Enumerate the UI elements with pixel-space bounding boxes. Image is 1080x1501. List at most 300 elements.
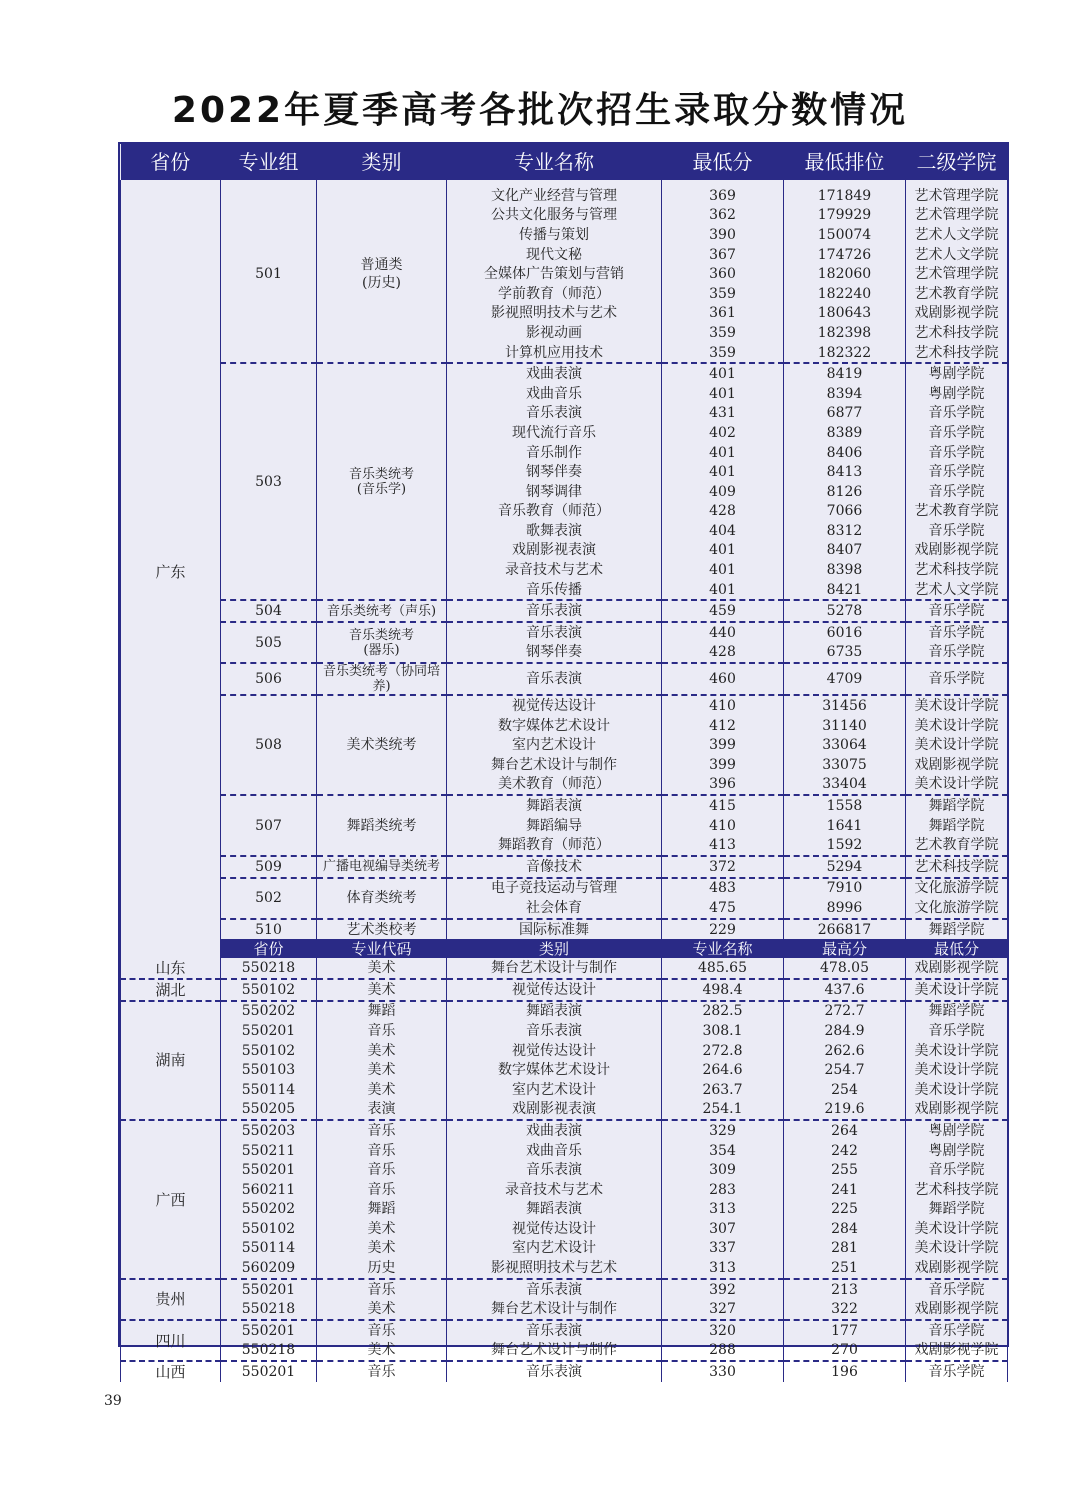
major-name-cell: 舞台艺术设计与制作: [447, 1299, 662, 1320]
major-name-cell: 舞台艺术设计与制作: [447, 958, 662, 979]
major-name-cell: 视觉传达设计: [447, 1219, 662, 1239]
major-name-cell: 戏曲表演: [447, 1120, 662, 1141]
min-rank-cell: 31456: [784, 695, 906, 716]
major-name-cell: 电子竞技运动与管理: [447, 878, 662, 899]
min-rank-cell: 33075: [784, 755, 906, 775]
major-name-cell: 歌舞表演: [447, 521, 662, 541]
college-cell: 音乐学院: [906, 462, 1008, 482]
major-code-cell: 550205: [221, 1100, 317, 1121]
category-cell: 美术: [317, 979, 447, 1001]
category-cell: 音乐: [317, 1279, 447, 1300]
college-cell: 美术设计学院: [906, 1080, 1008, 1100]
min-rank-cell: 182398: [784, 323, 906, 343]
table-row: [121, 1361, 1008, 1382]
min-score-cell: 281: [784, 1239, 906, 1259]
major-name-cell: 室内艺术设计: [447, 735, 662, 755]
max-score-cell: 354: [662, 1141, 784, 1161]
major-name-cell: 影视照明技术与艺术: [447, 1258, 662, 1279]
column-header: 最低分: [662, 144, 784, 180]
min-rank-cell: 8419: [784, 363, 906, 384]
major-name-cell: 舞台艺术设计与制作: [447, 1341, 662, 1362]
category-cell: 舞蹈: [317, 1200, 447, 1220]
major-name-cell: 视觉传达设计: [447, 1041, 662, 1061]
min-score-cell: 410: [662, 816, 784, 836]
table-row: [121, 600, 1008, 622]
min-rank-cell: 6016: [784, 622, 906, 643]
min-score-cell: 254: [784, 1080, 906, 1100]
min-score-cell: 270: [784, 1341, 906, 1362]
min-score-cell: 361: [662, 304, 784, 324]
max-score-cell: 337: [662, 1239, 784, 1259]
category-cell: 美术: [317, 1041, 447, 1061]
category-cell: 音乐: [317, 1180, 447, 1200]
college-cell: 艺术科技学院: [906, 560, 1008, 580]
score-table: [120, 144, 1008, 1382]
category-cell: 音乐: [317, 1320, 447, 1341]
min-rank-cell: 179929: [784, 206, 906, 226]
column-header: 二级学院: [906, 144, 1008, 180]
category-cell: 美术: [317, 1219, 447, 1239]
province-cell: 广东: [121, 186, 221, 958]
min-score-cell: 409: [662, 482, 784, 502]
min-score-cell: 213: [784, 1279, 906, 1300]
college-cell: 音乐学院: [906, 423, 1008, 443]
category-cell: 体育类统考: [317, 878, 447, 919]
category-cell: 美术: [317, 1239, 447, 1259]
min-score-cell: 459: [662, 600, 784, 622]
group-code-cell: 505: [221, 622, 317, 663]
group-code-cell: 506: [221, 663, 317, 695]
college-cell: 美术设计学院: [906, 775, 1008, 796]
category-cell: 音乐: [317, 1361, 447, 1382]
major-code-cell: 550103: [221, 1060, 317, 1080]
min-rank-cell: 6735: [784, 643, 906, 664]
major-code-cell: 560209: [221, 1258, 317, 1279]
min-rank-cell: 8407: [784, 541, 906, 561]
major-name-cell: 戏剧影视表演: [447, 541, 662, 561]
min-score-cell: 242: [784, 1141, 906, 1161]
college-cell: 戏剧影视学院: [906, 1341, 1008, 1362]
max-score-cell: 282.5: [662, 1001, 784, 1022]
college-cell: 戏剧影视学院: [906, 755, 1008, 775]
column-header: 类别: [317, 144, 447, 180]
min-score-cell: 460: [662, 663, 784, 695]
table-row: [121, 795, 1008, 816]
max-score-cell: 392: [662, 1279, 784, 1300]
major-name-cell: 文化产业经营与管理: [447, 186, 662, 206]
college-cell: 音乐学院: [906, 600, 1008, 622]
min-rank-cell: 182060: [784, 264, 906, 284]
major-name-cell: 舞蹈表演: [447, 795, 662, 816]
category-cell: 音乐: [317, 1021, 447, 1041]
max-score-cell: 263.7: [662, 1080, 784, 1100]
min-score-cell: 196: [784, 1361, 906, 1382]
max-score-cell: 498.4: [662, 979, 784, 1001]
major-code-cell: 550102: [221, 1041, 317, 1061]
category-cell: 舞蹈: [317, 1001, 447, 1022]
min-score-cell: 369: [662, 186, 784, 206]
major-name-cell: 影视照明技术与艺术: [447, 304, 662, 324]
table-row: [121, 1141, 1008, 1161]
table-row: [121, 1299, 1008, 1320]
college-cell: 艺术管理学院: [906, 186, 1008, 206]
category-cell: 普通类 (历史): [317, 186, 447, 363]
min-rank-cell: 7066: [784, 502, 906, 522]
min-score-cell: 372: [662, 856, 784, 878]
major-name-cell: 室内艺术设计: [447, 1080, 662, 1100]
college-cell: 艺术管理学院: [906, 264, 1008, 284]
category-cell: 音乐: [317, 1160, 447, 1180]
major-name-cell: 录音技术与艺术: [447, 560, 662, 580]
major-name-cell: 音乐表演: [447, 663, 662, 695]
max-score-cell: 308.1: [662, 1021, 784, 1041]
table-row: [121, 1200, 1008, 1220]
min-score-cell: 399: [662, 755, 784, 775]
admission-score-table: [118, 142, 1009, 1382]
category-cell: 美术: [317, 1060, 447, 1080]
college-cell: 美术设计学院: [906, 1239, 1008, 1259]
college-cell: 美术设计学院: [906, 979, 1008, 1001]
major-name-cell: 舞蹈教育（师范）: [447, 835, 662, 856]
major-code-cell: 550202: [221, 1001, 317, 1022]
min-score-cell: 322: [784, 1299, 906, 1320]
min-score-cell: 359: [662, 284, 784, 304]
major-code-cell: 550202: [221, 1200, 317, 1220]
min-score-cell: 401: [662, 363, 784, 384]
table-row: [121, 1100, 1008, 1121]
min-score-cell: 284.9: [784, 1021, 906, 1041]
min-score-cell: 404: [662, 521, 784, 541]
min-rank-cell: 6877: [784, 404, 906, 424]
min-rank-cell: 31140: [784, 716, 906, 736]
min-rank-cell: 5294: [784, 856, 906, 878]
min-rank-cell: 8126: [784, 482, 906, 502]
province-cell: 山西: [121, 1361, 221, 1382]
major-name-cell: 钢琴伴奏: [447, 643, 662, 664]
max-score-cell: 288: [662, 1341, 784, 1362]
column-header: 专业名称: [662, 939, 784, 958]
major-name-cell: 舞台艺术设计与制作: [447, 755, 662, 775]
college-cell: 戏剧影视学院: [906, 1299, 1008, 1320]
min-score-cell: 401: [662, 541, 784, 561]
table-row: [121, 1041, 1008, 1061]
min-rank-cell: 8312: [784, 521, 906, 541]
min-score-cell: 362: [662, 206, 784, 226]
category-cell: 音乐类统考（声乐): [317, 600, 447, 622]
table-row: [121, 1080, 1008, 1100]
major-name-cell: 传播与策划: [447, 225, 662, 245]
table-row: [121, 1258, 1008, 1279]
college-cell: 粤剧学院: [906, 363, 1008, 384]
table-row: [121, 1219, 1008, 1239]
major-name-cell: 数字媒体艺术设计: [447, 716, 662, 736]
table-row: [121, 186, 1008, 206]
province-cell: 广西: [121, 1120, 221, 1279]
min-rank-cell: 8413: [784, 462, 906, 482]
college-cell: 艺术科技学院: [906, 323, 1008, 343]
page-title: 2022年夏季高考各批次招生录取分数情况: [171, 90, 909, 131]
major-name-cell: 计算机应用技术: [447, 343, 662, 364]
college-cell: 粤剧学院: [906, 384, 1008, 404]
group-code-cell: 502: [221, 878, 317, 919]
category-cell: 历史: [317, 1258, 447, 1279]
college-cell: 音乐学院: [906, 482, 1008, 502]
min-rank-cell: 150074: [784, 225, 906, 245]
max-score-cell: 320: [662, 1320, 784, 1341]
college-cell: 粤剧学院: [906, 1120, 1008, 1141]
column-header: 最低分: [906, 939, 1008, 958]
major-name-cell: 影视动画: [447, 323, 662, 343]
min-rank-cell: 182322: [784, 343, 906, 364]
max-score-cell: 313: [662, 1200, 784, 1220]
major-code-cell: 550218: [221, 1341, 317, 1362]
province-cell: 湖南: [121, 1001, 221, 1121]
min-score-cell: 410: [662, 695, 784, 716]
max-score-cell: 307: [662, 1219, 784, 1239]
max-score-cell: 313: [662, 1258, 784, 1279]
major-code-cell: 550114: [221, 1239, 317, 1259]
min-rank-cell: 8389: [784, 423, 906, 443]
college-cell: 音乐学院: [906, 443, 1008, 463]
college-cell: 艺术科技学院: [906, 856, 1008, 878]
major-name-cell: 音乐表演: [447, 1361, 662, 1382]
table-row: [121, 363, 1008, 384]
major-name-cell: 舞蹈表演: [447, 1001, 662, 1022]
column-header: 最低排位: [784, 144, 906, 180]
category-cell: 美术: [317, 1080, 447, 1100]
college-cell: 艺术科技学院: [906, 1180, 1008, 1200]
group-code-cell: 503: [221, 363, 317, 600]
category-cell: 音乐类统考 (音乐学): [317, 363, 447, 600]
min-rank-cell: 266817: [784, 919, 906, 940]
major-name-cell: 现代文秘: [447, 245, 662, 265]
min-rank-cell: 8421: [784, 580, 906, 601]
table2-header-row: [121, 939, 1008, 958]
min-rank-cell: 171849: [784, 186, 906, 206]
table-row: [121, 663, 1008, 695]
min-score-cell: 437.6: [784, 979, 906, 1001]
min-score-cell: 255: [784, 1160, 906, 1180]
min-score-cell: 264: [784, 1120, 906, 1141]
major-code-cell: 560211: [221, 1180, 317, 1200]
college-cell: 戏剧影视学院: [906, 304, 1008, 324]
min-rank-cell: 8406: [784, 443, 906, 463]
table-row: [121, 856, 1008, 878]
table-row: [121, 1341, 1008, 1362]
college-cell: 美术设计学院: [906, 716, 1008, 736]
min-score-cell: 225: [784, 1200, 906, 1220]
major-code-cell: 550114: [221, 1080, 317, 1100]
table-row: [121, 1180, 1008, 1200]
max-score-cell: 254.1: [662, 1100, 784, 1121]
min-score-cell: 367: [662, 245, 784, 265]
college-cell: 舞蹈学院: [906, 795, 1008, 816]
college-cell: 美术设计学院: [906, 735, 1008, 755]
column-header: 专业名称: [447, 144, 662, 180]
min-score-cell: 401: [662, 580, 784, 601]
column-header: 专业代码: [317, 939, 447, 958]
category-cell: 美术: [317, 1341, 447, 1362]
min-score-cell: 219.6: [784, 1100, 906, 1121]
major-name-cell: 音乐表演: [447, 404, 662, 424]
major-name-cell: 戏曲表演: [447, 363, 662, 384]
college-cell: 舞蹈学院: [906, 919, 1008, 940]
min-rank-cell: 1592: [784, 835, 906, 856]
college-cell: 美术设计学院: [906, 695, 1008, 716]
college-cell: 音乐学院: [906, 404, 1008, 424]
min-rank-cell: 8394: [784, 384, 906, 404]
group-code-cell: 510: [221, 919, 317, 940]
min-score-cell: 359: [662, 323, 784, 343]
column-header: 专业组: [221, 144, 317, 180]
province-cell: 湖北: [121, 979, 221, 1001]
min-score-cell: 284: [784, 1219, 906, 1239]
college-cell: 音乐学院: [906, 663, 1008, 695]
major-name-cell: 舞蹈表演: [447, 1200, 662, 1220]
major-code-cell: 550201: [221, 1320, 317, 1341]
major-name-cell: 视觉传达设计: [447, 979, 662, 1001]
college-cell: 美术设计学院: [906, 1041, 1008, 1061]
table-row: [121, 1021, 1008, 1041]
min-score-cell: 359: [662, 343, 784, 364]
college-cell: 文化旅游学院: [906, 878, 1008, 899]
major-name-cell: 室内艺术设计: [447, 1239, 662, 1259]
min-rank-cell: 33404: [784, 775, 906, 796]
table-row: [121, 1279, 1008, 1300]
major-name-cell: 学前教育（师范）: [447, 284, 662, 304]
min-score-cell: 401: [662, 560, 784, 580]
major-name-cell: 音乐表演: [447, 1279, 662, 1300]
college-cell: 艺术教育学院: [906, 835, 1008, 856]
college-cell: 音乐学院: [906, 1279, 1008, 1300]
min-rank-cell: 4709: [784, 663, 906, 695]
min-rank-cell: 1558: [784, 795, 906, 816]
major-name-cell: 国际标准舞: [447, 919, 662, 940]
table-row: [121, 958, 1008, 979]
major-name-cell: 音乐传播: [447, 580, 662, 601]
table-row: [121, 1239, 1008, 1259]
major-name-cell: 音乐表演: [447, 600, 662, 622]
college-cell: 艺术人文学院: [906, 245, 1008, 265]
table-row: [121, 1060, 1008, 1080]
major-name-cell: 戏曲音乐: [447, 1141, 662, 1161]
min-score-cell: 241: [784, 1180, 906, 1200]
province-cell: 贵州: [121, 1279, 221, 1320]
major-name-cell: 舞蹈编导: [447, 816, 662, 836]
major-name-cell: 公共文化服务与管理: [447, 206, 662, 226]
major-code-cell: 550201: [221, 1160, 317, 1180]
min-rank-cell: 8398: [784, 560, 906, 580]
category-cell: 艺术类校考: [317, 919, 447, 940]
major-name-cell: 现代流行音乐: [447, 423, 662, 443]
college-cell: 艺术人文学院: [906, 580, 1008, 601]
college-cell: 粤剧学院: [906, 1141, 1008, 1161]
province-cell: 山东: [121, 958, 221, 979]
major-name-cell: 戏剧影视表演: [447, 1100, 662, 1121]
min-rank-cell: 8996: [784, 898, 906, 919]
group-code-cell: 507: [221, 795, 317, 856]
major-name-cell: 美术教育（师范）: [447, 775, 662, 796]
min-score-cell: 415: [662, 795, 784, 816]
college-cell: 艺术教育学院: [906, 284, 1008, 304]
min-rank-cell: 5278: [784, 600, 906, 622]
min-score-cell: 262.6: [784, 1041, 906, 1061]
major-name-cell: 钢琴伴奏: [447, 462, 662, 482]
min-score-cell: 390: [662, 225, 784, 245]
max-score-cell: 283: [662, 1180, 784, 1200]
table-row: [121, 695, 1008, 716]
college-cell: 艺术教育学院: [906, 502, 1008, 522]
min-rank-cell: 1641: [784, 816, 906, 836]
min-score-cell: 396: [662, 775, 784, 796]
college-cell: 戏剧影视学院: [906, 1258, 1008, 1279]
college-cell: 文化旅游学院: [906, 898, 1008, 919]
column-header: 省份: [121, 144, 221, 180]
group-code-cell: 509: [221, 856, 317, 878]
group-code-cell: 501: [221, 186, 317, 363]
group-code-cell: 504: [221, 600, 317, 622]
major-name-cell: 视觉传达设计: [447, 695, 662, 716]
college-cell: 音乐学院: [906, 1361, 1008, 1382]
college-cell: 音乐学院: [906, 1160, 1008, 1180]
table-row: [121, 878, 1008, 899]
college-cell: 音乐学院: [906, 521, 1008, 541]
category-cell: 音乐类统考（协同培养): [317, 663, 447, 695]
major-name-cell: 钢琴调律: [447, 482, 662, 502]
max-score-cell: 272.8: [662, 1041, 784, 1061]
max-score-cell: 327: [662, 1299, 784, 1320]
major-name-cell: 全媒体广告策划与营销: [447, 264, 662, 284]
min-score-cell: 402: [662, 423, 784, 443]
major-code-cell: 550218: [221, 958, 317, 979]
min-rank-cell: 7910: [784, 878, 906, 899]
category-cell: 美术类统考: [317, 695, 447, 795]
min-rank-cell: 33064: [784, 735, 906, 755]
min-rank-cell: 180643: [784, 304, 906, 324]
table-row: [121, 919, 1008, 940]
column-header: 类别: [447, 939, 662, 958]
major-code-cell: 550211: [221, 1141, 317, 1161]
min-score-cell: 401: [662, 443, 784, 463]
max-score-cell: 329: [662, 1120, 784, 1141]
category-cell: 美术: [317, 958, 447, 979]
category-cell: 表演: [317, 1100, 447, 1121]
major-code-cell: 550102: [221, 979, 317, 1001]
category-cell: 音乐类统考 (器乐): [317, 622, 447, 663]
college-cell: 音乐学院: [906, 622, 1008, 643]
college-cell: 美术设计学院: [906, 1219, 1008, 1239]
table-row: [121, 622, 1008, 643]
college-cell: 舞蹈学院: [906, 1200, 1008, 1220]
college-cell: 艺术人文学院: [906, 225, 1008, 245]
college-cell: 音乐学院: [906, 643, 1008, 664]
major-name-cell: 戏曲音乐: [447, 384, 662, 404]
category-cell: 音乐: [317, 1120, 447, 1141]
table-row: [121, 1120, 1008, 1141]
college-cell: 音乐学院: [906, 1320, 1008, 1341]
category-cell: 广播电视编导类统考: [317, 856, 447, 878]
college-cell: 艺术科技学院: [906, 343, 1008, 364]
college-cell: 舞蹈学院: [906, 816, 1008, 836]
min-score-cell: 399: [662, 735, 784, 755]
category-cell: 舞蹈类统考: [317, 795, 447, 856]
college-cell: 艺术管理学院: [906, 206, 1008, 226]
table-row: [121, 1001, 1008, 1022]
min-rank-cell: 174726: [784, 245, 906, 265]
major-code-cell: 550218: [221, 1299, 317, 1320]
min-score-cell: 401: [662, 462, 784, 482]
major-name-cell: 音乐制作: [447, 443, 662, 463]
